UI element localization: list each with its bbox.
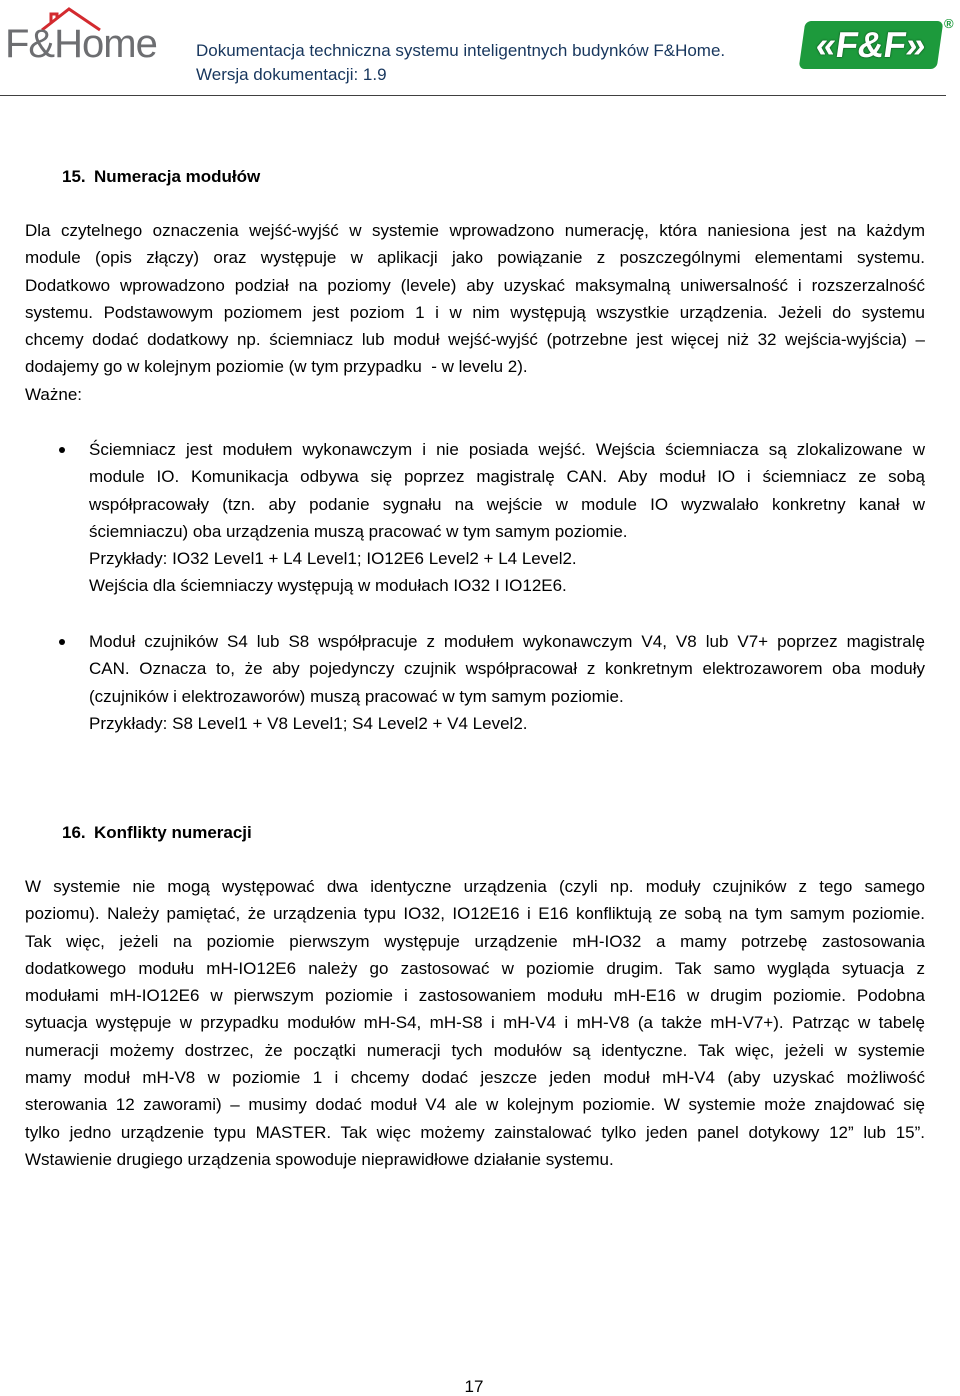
paragraph-line: Dodatkowo wprowadzono podział na poziomy (levele) aby uzyskać maksymalną uniwersalność i rozszerzalność — [25, 275, 925, 295]
paragraph-line: tylko jedno urządzenie typu MASTER. Tak więc możemy zainstalować tylko jeden panel dotykowy 12” lub 15”. — [25, 1122, 925, 1142]
bullet-text — [89, 436, 925, 600]
paragraph-line: poziomu). Należy pamiętać, że urządzenia typu IO32, IO12E16 i E16 konfliktują ze sobą na tym samym poziomie. — [25, 904, 925, 924]
paragraph-line: systemu. Podstawowym poziomem jest poziom 1 i w nim występują wszystkie urządzenia. Jeżeli do systemu — [25, 302, 925, 322]
paragraph-line: Wstawienie drugiego urządzenia spowoduje nieprawidłowe działanie systemu. — [25, 1149, 614, 1169]
section-number: 15. — [62, 167, 86, 186]
paragraph-line: chcemy dodać dodatkowy np. ściemniacz lub moduł wejść-wyjść (potrzebne jest więcej niż 32 wejścia-wyjścia) – — [25, 330, 925, 350]
section16-paragraph — [25, 873, 925, 1173]
bullet-line: Moduł czujników S4 lub S8 współpracuje z modułem wykonawczym V4, V8 lub V7+ poprzez magistralę — [89, 632, 925, 651]
ff-logo-text: «F&F» — [813, 24, 929, 65]
header-divider — [0, 95, 946, 96]
paragraph-line: module (opis złączy) oraz występuje w aplikacji jako powiązanie z poszczególnymi elementami systemu. — [25, 248, 925, 268]
section-title: Konflikty numeracji — [94, 823, 252, 842]
section-title: Numeracja modułów — [94, 167, 261, 186]
bullet-line: module IO. Komunikacja odbywa się poprzez magistralę CAN. Aby moduł IO i ściemniacz ze sobą — [89, 467, 925, 487]
paragraph-line: Dla czytelnego oznaczenia wejść-wyjść w systemie wprowadzono numerację, która naniesiona jest na każdym — [25, 221, 925, 240]
paragraph-line: modułami mH-IO12E6 w pierwszym poziomie i zastosowaniem modułu mH-E16 w drugim poziomie. Podobna — [25, 986, 925, 1006]
paragraph-line: dodatkowego modułu mH-IO12E6 należy go zastosować w poziomie drugim. Tak samo wygląda sytuacja z — [25, 958, 925, 978]
important-label: Ważne: — [25, 385, 83, 404]
paragraph-line: sytuacja występuje w przypadku modułów mH-S4, mH-S8 i mH-V4 i mH-V8 (a także mH-V7+). Patrząc w tabelę — [25, 1013, 925, 1033]
bullet-icon — [59, 639, 65, 645]
bullet-icon — [59, 447, 65, 453]
ff-logo-badge — [799, 21, 944, 69]
bullet-line: ściemniaczu) oba urządzenia muszą pracować w tym samym poziomie. — [89, 521, 628, 541]
bullet-line: Ściemniacz jest modułem wykonawczym i nie posiada wejść. Wejścia ściemniacza są zlokalizowane w — [89, 440, 925, 459]
paragraph-line: mamy moduł mH-V8 w poziomie 1 i chcemy dodać jeszcze jeden moduł mH-V4 (aby uzyskać możliwość — [25, 1068, 925, 1088]
paragraph-line: Tak więc, jeżeli na poziomie pierwszym występuje urządzenie mH-IO32 a mamy potrzebę zastosowania — [25, 931, 925, 951]
paragraph-line: W systemie nie mogą występować dwa identyczne urządzenia (czyli np. moduły czujników z tego samego — [25, 877, 925, 896]
bullet-text — [89, 628, 925, 737]
bullet-example-line: Przykłady: IO32 Level1 + L4 Level1; IO12E6 Level2 + L4 Level2. — [89, 549, 577, 569]
paragraph-line: sterowania 12 zaworami) – musimy dodać moduł V4 ale w kolejnym poziomie. W systemie może znajdować się — [25, 1095, 925, 1115]
bullet-line: (czujników i elektrozaworów) muszą pracować w tym samym poziomie. — [89, 686, 624, 706]
section-number: 16. — [62, 823, 86, 842]
header-title: Dokumentacja techniczna systemu inteligentnych budynków F&Home. — [196, 41, 726, 60]
bullet-example-line: Przykłady: S8 Level1 + V8 Level1; S4 Level2 + V4 Level2. — [89, 713, 528, 733]
header-version: Wersja dokumentacji: 1.9 — [196, 65, 387, 84]
registered-mark: ® — [944, 16, 954, 31]
bullet-line: CAN. Oznacza to, że aby pojedynczy czujnik współpracował z konkretnym elektrozaworem oba moduły — [89, 659, 925, 679]
page-number: 17 — [464, 1377, 484, 1396]
section15-paragraph — [25, 217, 925, 381]
paragraph-line: numeracji możemy dostrzec, że początki numeracji tych modułów są identyczne. Tak więc, jeżeli w systemie — [25, 1040, 925, 1060]
paragraph-line: dodajemy go w kolejnym poziomie (w tym przypadku - w levelu 2). — [25, 357, 528, 377]
bullet-line: Wejścia dla ściemniaczy występują w modułach IO32 I IO12E6. — [89, 576, 567, 596]
bullet-line: współpracowały (tzn. aby podanie sygnału na wejście w module IO wyzwalało konkretny kanał w — [89, 494, 925, 514]
fhome-logo-text: F&Home — [5, 22, 157, 66]
